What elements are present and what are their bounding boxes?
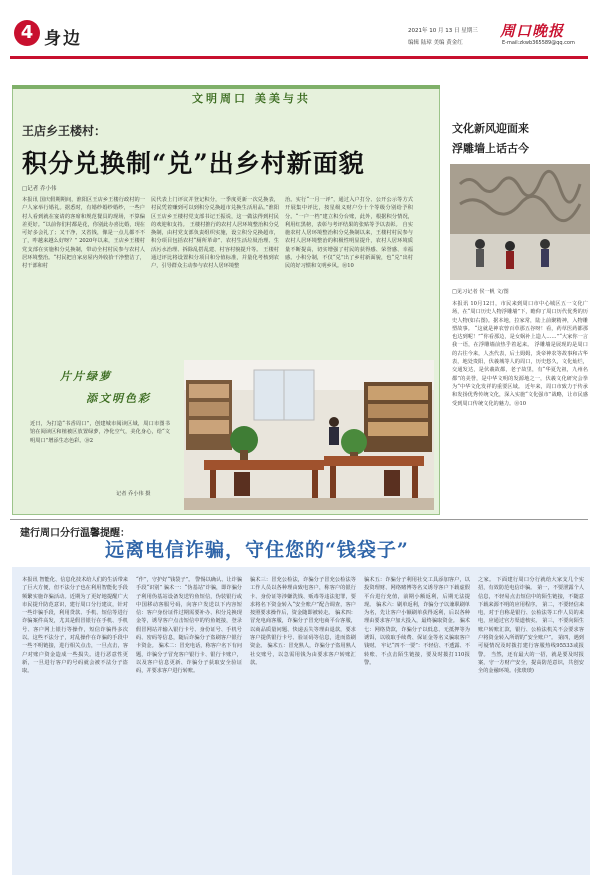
fraud-body-column: 之家。 下面建行周口分行就给大家支几个实招，有效防范电信诈骗。 第一，不要泄露个人信息，不轻易点击短信中的陌生链接，不随意下载来源不明的应用程序。 第二，不要轻信来电，对于自称是银行、公检法等工作人员的来电，应通过官方渠道核实。 第三，不要向陌生账户转账汇款，银行、公检法机关不会要求客户将资金转入所谓的“安全账户”。 第四，遇到可疑情况及时拨打建行客服热线95533或报警。 当然，还有最大的一招，就是要及时报案，守一方财产安全，提高防范意识，共创安全的金融环境。(张琰琰) <box>478 577 584 675</box>
feature-body-column: 民代表上门评议并登记积分，一季度更新一次兑换表，村民凭着赚到可以到积分兑换超市兑换生活用品。”淮阳区王店乡王楼村党支部书记王振说，这一做法得到村民的欢迎和支持。 王楼村推行的农村人居环境整治积分兑换制，由村党支部负责组织实施，设立积分兑换超市，积分项目包括农村“厕所革命”、农村生活垃圾治理、生活污水治理、拆除乱搭乱建、村容村貌提升等。 王楼村通过评比将设置积分项目和分值标准，并量化考核到农户，引导群众主动参与农村人居环境整 <box>151 197 279 270</box>
feature-byline: □记者 乔小伟 <box>22 186 57 192</box>
library-scene-illustration <box>184 360 434 510</box>
header-rule <box>10 56 588 59</box>
paper-logo: 周口晚报 <box>500 22 565 40</box>
feature-subheadline: 王店乡王楼村： <box>22 124 107 138</box>
right-article-body: 本报讯 10月12日，市民来到周口市中心城区五一文化广场，在“周口历史人物浮雕墙”下，瞻仰了周口历代优秀的历史人物(如右图)。据本地，拉家常，陆上前聚精神，入物雕塑故事。 “这就是神农曾百草那五谷呀！看，药草医药都那也达到呢！”“你看那边，是女娲补上造人……”“大家你一言我一语，在浮雕墙前热乎着起来。 浮雕墙是展现的是周口的古往今来，人杰代表，后土姆姆，炎帝神农等故事和古华表，地处贵阳，伏羲城等人的周口，历史悠久，文化灿烂，交通发达，是伏羲故都，老子故里，有“华夏先祖，九州名都”的美誉，是中华文明的发源地之一，伏羲文化研究会拳为“中华文化发祥的重要区域。 近年来，周口市致力于传承和发扬优秀传统文化，深入实施“文化强市”战略，让市民感受到周口传统文化的魅力。⑩10 <box>452 301 588 407</box>
right-article-title: 文化新风迎面来 <box>452 122 529 135</box>
feature-body-column: 治。实行“一月一评”，通过入户打分、公开公示等方式开展集中评比，按星级义财户分十个等级分别给予积分。“一户一档”建立积分台账，此外，根据积分情况，利用红黑榜，表彰与考评结果的张贴等予以表彰。 自实施农村人居环境整治积分兑换制以来，王楼村村民参与农村人居环境整治的积极性明显提升，农村人居环境质量不断提高，切实增强了村民的获得感、荣誉感、幸福感。小积分制，不仅“兑”出了乡村新面貌，也“兑”出村民的好习惯和文明乡风。⑩10 <box>285 197 413 270</box>
relief-wall-photo <box>450 164 590 280</box>
fraud-body-column: “作”，守护好“钱袋子”。 警惕以确认、让诈骗手段“识别” 骗术一：“伪基站”诈骗，即诈骗分子利用伪基站设备发送钓鱼短信，伪装银行或中国移动客服号码，向客户发送以下内容短信：客户身份证件过期需要补办、积分兑换现金等，诱导客户点击短信中的钓鱼链接，登录假冒网站并输入银行卡号、身份证号、手机号码、密码等信息，随后诈骗分子盗刷客户银行卡资金。 骗术二：冒充电话，称客户名下有问题，诈骗分子冒充客户银行卡、银行卡账户，以及客户信息更新、诈骗分子获取安全验证码，并要求客户进行转账。 <box>136 577 242 675</box>
right-article-byline: □见习记者 侯一帆 文/图 <box>452 289 509 295</box>
section-title: 身边 <box>44 29 82 49</box>
header-email: E-mail:zkwb365589@qq.com <box>502 40 575 46</box>
right-article-title: 浮雕墙上话古今 <box>452 142 529 155</box>
feature-headline: 积分兑换制“兑”出乡村新面貌 <box>22 149 365 178</box>
photo-credit: 记者 乔小伟 摄 <box>116 491 151 497</box>
feature-top-bar <box>12 85 440 89</box>
verse-title: 片片绿萝 <box>60 370 112 383</box>
section-divider <box>10 519 588 520</box>
fraud-article-kicker: 建行周口分行温馨提醒： <box>20 528 130 539</box>
editor-line: 编辑 陆璋 美编 黄金红 <box>408 40 463 46</box>
fraud-body-column: 本报讯 智能化、信息化技术给人们的生活带来了巨大方便，但不法分子也在利用智能化手段频繁实施诈骗活动。近期为了更好地提醒广大市民提升防范意识，建行周口分行建议，针对一些诈骗手段，利用贷款、手机、短信等进行诈骗案件高发，尤其是假冒银行在手机、手机号、客户网上银行等操作，短信诈骗得多次以。这些不法分子，对乱操作在诈骗的手段中一些不明链接，进行相关点击，一旦点击，客户对账户资金造成一些损失。进行恶意性更新，一旦进行客户的号码就会被不法分子盗取。 <box>22 577 128 675</box>
date-line: 2021年 10 月 13 日 星期三 <box>408 28 478 34</box>
relief-wall-illustration <box>450 164 590 280</box>
page-number-badge: 4 <box>14 20 40 46</box>
fraud-article-headline: 远离电信诈骗，守住您的“钱袋子” <box>105 539 409 561</box>
library-photo <box>184 360 434 510</box>
fraud-body-column: 骗术三：冒充公检法，诈骗分子冒充公检法等工作人员以各种理由致电客户，称客户的银行卡、身份证等涉嫌洗钱、贩毒等违法犯罪，要求将名下资金转入“安全账户”配合调查，客户按照要求操作后，资金随即被转走。 骗术四：冒充电商客服，诈骗分子冒充电商平台客服，以商品质量问题、快递丢失等理由退款，要求客户提供银行卡号、验证码等信息，进而盗刷资金。 骗术五：冒充熟人，诈骗分子盗用熟人社交账号，以急需用钱为由要求客户转账汇款。 <box>250 577 356 666</box>
photo-caption: 近日，为打造“书香周口”，创建城市阅读区域，周口市图书馆在阅读区和植被区放置绿萝，净化空气，美化身心，给“文明周口”增添生态色彩。⑩2 <box>30 421 170 444</box>
theme-banner: 文明周口 美美与共 <box>192 92 311 105</box>
verse-line: 添文明色彩 <box>86 392 151 405</box>
feature-body-column: 本报讯 国庆假期期间，淮阳区王店乡王楼行政村的一户人家举行婚礼。据悉时，有婚纱婚纱婚纱，一些户村人看到就在宴请的客席和规范餐具的现场，不算偏差更好。“以前你们村都是花，你别此办喜比婚，现在可好多会礼了；又干净，又省钱，像是一点儿都不不了，咋越来越么好呀？” 2020年以来，王店乡王楼村党支部在实施积分兑换制，带动全村村民参与农村人居环境整治。“村民把自家房屋内外收拾干净整洁了，村干部和村 <box>22 197 145 270</box>
fraud-body-column: 骗术五：诈骗分子利用社交工具添加客户，以投资理财、网络赌博等名义诱导客户下载虚假平台进行充值，前期小额返利，后期无法提现。 骗术六：刷单返利，诈骗分子以兼职刷单为名，先让客户小额刷单获得返利，后以各种理由要求客户加大投入，最终骗取资金。 骗术七：网络贷款，诈骗分子以低息、无抵押等为诱饵，以收取手续费、保证金等名义骗取客户钱财。 牢记“四不一要”：不轻信、不透露、不转账、不点击陌生链接，要及时拨打110报警。 <box>364 577 470 666</box>
